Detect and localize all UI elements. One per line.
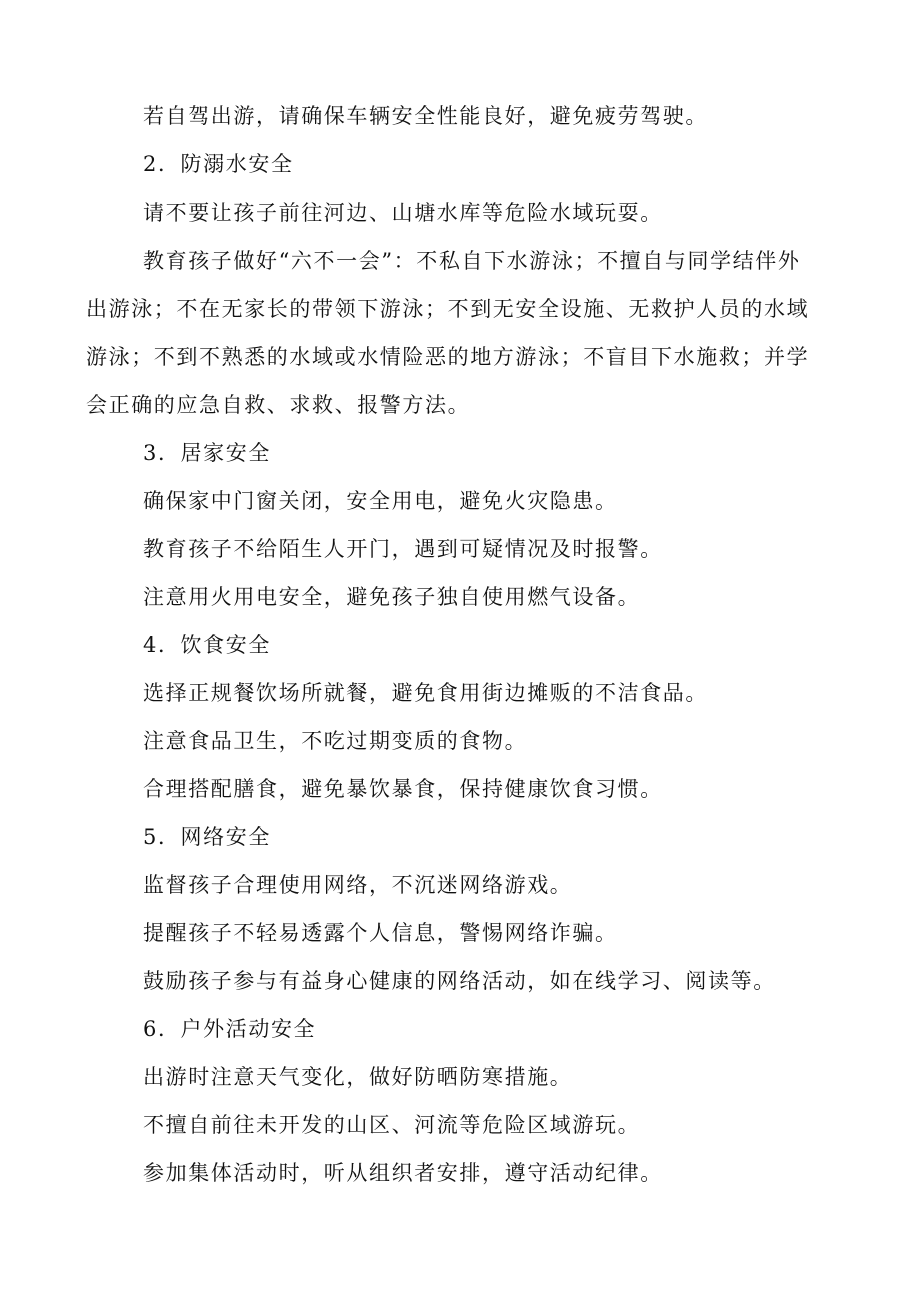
paragraph-six-rules-line-4: 会正确的应急自救、求救、报警方法。 [86, 393, 471, 417]
paragraph-network-1: 监督孩子合理使用网络，不沉迷网络游戏。 [143, 873, 573, 897]
section-heading-food: 4．饮食安全 [143, 633, 271, 657]
paragraph-network-2: 提醒孩子不轻易透露个人信息，警惕网络诈骗。 [143, 921, 618, 945]
paragraph-home-1: 确保家中门窗关闭，安全用电，避免火灾隐患。 [143, 489, 618, 513]
section-heading-home: 3．居家安全 [143, 441, 271, 465]
paragraph-home-2: 教育孩子不给陌生人开门，遇到可疑情况及时报警。 [143, 537, 663, 561]
paragraph-six-rules-line-1: 教育孩子做好“六不一会”：不私自下水游泳；不擅自与同学结伴外 [143, 249, 801, 273]
section-heading-drowning: 2．防溺水安全 [143, 152, 294, 176]
paragraph-six-rules-line-3: 游泳；不到不熟悉的水域或水情险恶的地方游泳；不盲目下水施救；并学 [86, 345, 810, 369]
paragraph-outdoor-2: 不擅自前往未开发的山区、河流等危险区域游玩。 [143, 1113, 641, 1137]
paragraph-food-2: 注意食品卫生，不吃过期变质的食物。 [143, 729, 528, 753]
paragraph-home-3: 注意用火用电安全，避免孩子独自使用燃气设备。 [143, 585, 641, 609]
section-heading-outdoor: 6．户外活动安全 [143, 1017, 317, 1041]
paragraph-outdoor-3: 参加集体活动时，听从组织者安排，遵守活动纪律。 [143, 1161, 663, 1185]
paragraph-driving: 若自驾出游，请确保车辆安全性能良好，避免疲劳驾驶。 [143, 104, 708, 128]
paragraph-six-rules-line-2: 出游泳；不在无家长的带领下游泳；不到无安全设施、无救护人员的水域 [86, 297, 810, 321]
paragraph-network-3: 鼓励孩子参与有益身心健康的网络活动，如在线学习、阅读等。 [143, 969, 776, 993]
paragraph-food-3: 合理搭配膳食，避免暴饮暴食，保持健康饮食习惯。 [143, 777, 663, 801]
paragraph-water-areas: 请不要让孩子前往河边、山塘水库等危险水域玩耍。 [143, 201, 663, 225]
paragraph-outdoor-1: 出游时注意天气变化，做好防晒防寒措施。 [143, 1065, 573, 1089]
section-heading-network: 5．网络安全 [143, 825, 271, 849]
paragraph-food-1: 选择正规餐饮场所就餐，避免食用街边摊贩的不洁食品。 [143, 681, 708, 705]
